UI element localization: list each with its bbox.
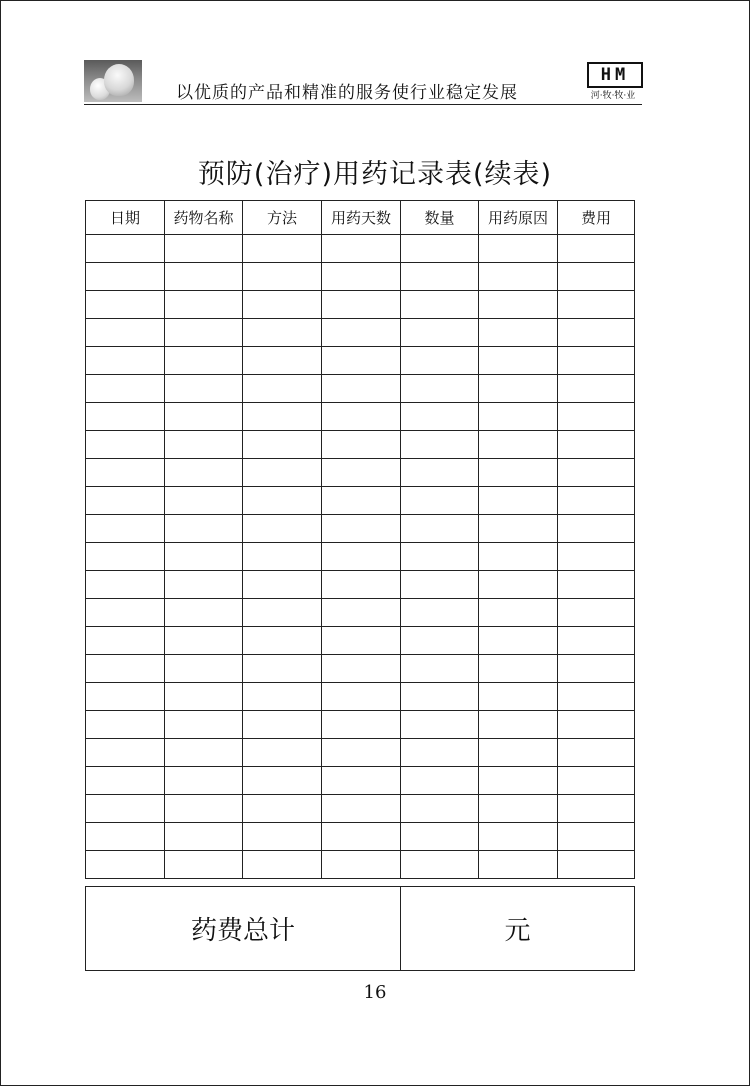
table-cell[interactable] (243, 627, 322, 655)
header-rule (84, 104, 642, 105)
table-cell[interactable] (243, 739, 322, 767)
table-cell[interactable] (86, 543, 165, 571)
table-cell[interactable] (558, 823, 635, 851)
table-cell[interactable] (558, 375, 635, 403)
table-cell[interactable] (558, 571, 635, 599)
table-cell[interactable] (479, 291, 558, 319)
table-cell[interactable] (558, 515, 635, 543)
table-cell[interactable] (322, 543, 401, 571)
table-cell[interactable] (165, 291, 243, 319)
table-cell[interactable] (243, 403, 322, 431)
table-cell[interactable] (401, 599, 479, 627)
table-cell[interactable] (322, 599, 401, 627)
table-cell[interactable] (243, 711, 322, 739)
table-cell[interactable] (243, 375, 322, 403)
table-cell[interactable] (401, 655, 479, 683)
table-row (86, 403, 635, 431)
company-logo (585, 62, 641, 100)
table-row (86, 291, 635, 319)
table-cell[interactable] (401, 767, 479, 795)
table-cell[interactable] (322, 515, 401, 543)
table-header-row (86, 201, 635, 235)
table-cell[interactable] (243, 291, 322, 319)
table-cell[interactable] (479, 235, 558, 263)
table-cell[interactable] (322, 767, 401, 795)
table-cell[interactable] (243, 459, 322, 487)
table-cell[interactable] (86, 515, 165, 543)
table-cell[interactable] (558, 655, 635, 683)
table-cell[interactable] (558, 347, 635, 375)
table-cell[interactable] (558, 459, 635, 487)
table-cell[interactable] (165, 795, 243, 823)
table-cell[interactable] (86, 795, 165, 823)
table-cell[interactable] (322, 459, 401, 487)
header-slogan: 以优质的产品和精准的服务使行业稳定发展 (176, 83, 518, 103)
table-row (86, 515, 635, 543)
table-cell[interactable] (322, 403, 401, 431)
chick-photo (84, 60, 142, 102)
table-cell[interactable] (165, 711, 243, 739)
table-cell[interactable] (401, 683, 479, 711)
table-cell[interactable] (86, 711, 165, 739)
table-cell[interactable] (86, 235, 165, 263)
col-header-days: 用药天数 (322, 201, 401, 235)
table-cell[interactable] (558, 431, 635, 459)
table-cell[interactable] (165, 263, 243, 291)
table-cell[interactable] (401, 235, 479, 263)
table-cell[interactable] (243, 431, 322, 459)
table-cell[interactable] (401, 571, 479, 599)
table-row (86, 795, 635, 823)
table-cell[interactable] (401, 851, 479, 879)
total-label: 药费总计 (86, 887, 401, 971)
table-cell[interactable] (479, 543, 558, 571)
table-cell[interactable] (479, 683, 558, 711)
table-cell[interactable] (558, 235, 635, 263)
table-cell[interactable] (243, 235, 322, 263)
table-cell[interactable] (243, 571, 322, 599)
table-cell[interactable] (401, 823, 479, 851)
table-cell[interactable] (86, 403, 165, 431)
table-cell[interactable] (558, 711, 635, 739)
table-body (86, 235, 635, 879)
table-cell[interactable] (322, 683, 401, 711)
table-cell[interactable] (479, 711, 558, 739)
table-cell[interactable] (243, 543, 322, 571)
table-cell[interactable] (322, 291, 401, 319)
col-header-date: 日期 (86, 201, 165, 235)
table-row (86, 431, 635, 459)
total-cost-table (85, 886, 635, 971)
table-cell[interactable] (243, 599, 322, 627)
table-cell[interactable] (322, 487, 401, 515)
table-cell[interactable] (401, 543, 479, 571)
table-cell[interactable] (401, 487, 479, 515)
table-cell[interactable] (479, 319, 558, 347)
table-cell[interactable] (322, 319, 401, 347)
table-cell[interactable] (479, 739, 558, 767)
table-row (86, 235, 635, 263)
col-header-reason: 用药原因 (479, 201, 558, 235)
table-row (86, 319, 635, 347)
table-row (86, 459, 635, 487)
table-cell[interactable] (243, 767, 322, 795)
table-row (86, 375, 635, 403)
table-cell[interactable] (243, 851, 322, 879)
table-cell[interactable] (479, 515, 558, 543)
table-cell[interactable] (558, 627, 635, 655)
logo-subtext: 河·牧·牧·业 (590, 91, 636, 101)
table-cell[interactable] (401, 403, 479, 431)
table-cell[interactable] (558, 599, 635, 627)
table-row (86, 767, 635, 795)
page-header (84, 60, 642, 106)
table-cell[interactable] (86, 627, 165, 655)
table-cell[interactable] (243, 655, 322, 683)
table-cell[interactable] (165, 235, 243, 263)
table-cell[interactable] (165, 515, 243, 543)
table-cell[interactable] (401, 263, 479, 291)
table-cell[interactable] (479, 487, 558, 515)
table-cell[interactable] (401, 739, 479, 767)
table-row (86, 739, 635, 767)
table-cell[interactable] (165, 431, 243, 459)
table-cell[interactable] (479, 459, 558, 487)
table-cell[interactable] (322, 823, 401, 851)
table-cell[interactable] (479, 795, 558, 823)
table-cell[interactable] (165, 319, 243, 347)
table-cell[interactable] (86, 767, 165, 795)
table-cell[interactable] (86, 571, 165, 599)
table-cell[interactable] (401, 515, 479, 543)
page-number: 16 (363, 982, 387, 1003)
table-cell[interactable] (558, 291, 635, 319)
table-cell[interactable] (401, 795, 479, 823)
table-cell[interactable] (165, 599, 243, 627)
table-row (86, 711, 635, 739)
table-cell[interactable] (165, 655, 243, 683)
table-cell[interactable] (243, 263, 322, 291)
table-cell[interactable] (401, 431, 479, 459)
table-cell[interactable] (86, 851, 165, 879)
table-cell[interactable] (479, 347, 558, 375)
logo-letters: HM (587, 62, 643, 88)
table-cell[interactable] (86, 739, 165, 767)
table-row (86, 487, 635, 515)
table-cell[interactable] (401, 627, 479, 655)
table-cell[interactable] (165, 347, 243, 375)
table-cell[interactable] (558, 543, 635, 571)
table-row (86, 599, 635, 627)
table-cell[interactable] (479, 823, 558, 851)
table-cell[interactable] (86, 319, 165, 347)
table-row (86, 571, 635, 599)
table-cell[interactable] (401, 459, 479, 487)
table-cell[interactable] (86, 487, 165, 515)
table-cell[interactable] (165, 543, 243, 571)
table-cell[interactable] (558, 319, 635, 347)
table-cell[interactable] (165, 375, 243, 403)
table-cell[interactable] (165, 571, 243, 599)
table-cell[interactable] (322, 431, 401, 459)
table-cell[interactable] (322, 375, 401, 403)
table-cell[interactable] (479, 627, 558, 655)
table-row (86, 851, 635, 879)
table-cell[interactable] (322, 711, 401, 739)
total-row (86, 887, 635, 971)
chick-shape (104, 64, 134, 96)
table-row (86, 263, 635, 291)
table-cell[interactable] (479, 263, 558, 291)
table-cell[interactable] (243, 347, 322, 375)
medication-record-table (85, 200, 635, 879)
table-cell[interactable] (479, 403, 558, 431)
table-cell[interactable] (558, 767, 635, 795)
table-row (86, 655, 635, 683)
table-cell[interactable] (558, 851, 635, 879)
table-cell[interactable] (322, 739, 401, 767)
table-cell[interactable] (558, 683, 635, 711)
table-cell[interactable] (401, 375, 479, 403)
table-cell[interactable] (479, 571, 558, 599)
table-cell[interactable] (165, 851, 243, 879)
table-cell[interactable] (558, 263, 635, 291)
table-cell[interactable] (243, 319, 322, 347)
table-cell[interactable] (165, 459, 243, 487)
table-cell[interactable] (243, 823, 322, 851)
col-header-method: 方法 (243, 201, 322, 235)
table-cell[interactable] (558, 795, 635, 823)
table-cell[interactable] (165, 627, 243, 655)
table-cell[interactable] (243, 487, 322, 515)
table-cell[interactable] (322, 851, 401, 879)
table-cell[interactable] (165, 823, 243, 851)
table-cell[interactable] (86, 655, 165, 683)
table-cell[interactable] (322, 655, 401, 683)
table-cell[interactable] (165, 767, 243, 795)
table-row (86, 683, 635, 711)
table-cell[interactable] (165, 683, 243, 711)
table-cell[interactable] (86, 823, 165, 851)
table-cell[interactable] (322, 263, 401, 291)
table-cell[interactable] (86, 347, 165, 375)
table-cell[interactable] (86, 459, 165, 487)
table-cell[interactable] (165, 487, 243, 515)
table-cell[interactable] (401, 319, 479, 347)
table-cell[interactable] (322, 795, 401, 823)
table-cell[interactable] (322, 571, 401, 599)
total-unit: 元 (401, 887, 635, 971)
table-row (86, 347, 635, 375)
table-cell[interactable] (558, 487, 635, 515)
table-cell[interactable] (479, 431, 558, 459)
table-cell[interactable] (558, 739, 635, 767)
table-cell[interactable] (165, 739, 243, 767)
table-row (86, 543, 635, 571)
table-cell[interactable] (86, 599, 165, 627)
table-cell[interactable] (86, 683, 165, 711)
document-title: 预防(治疗)用药记录表(续表) (197, 159, 553, 190)
table-cell[interactable] (479, 599, 558, 627)
table-cell[interactable] (322, 347, 401, 375)
table-cell[interactable] (401, 711, 479, 739)
table-cell[interactable] (479, 375, 558, 403)
table-cell[interactable] (322, 235, 401, 263)
table-cell[interactable] (401, 291, 479, 319)
table-cell[interactable] (165, 403, 243, 431)
table-cell[interactable] (479, 655, 558, 683)
table-cell[interactable] (243, 515, 322, 543)
table-cell[interactable] (243, 683, 322, 711)
table-cell[interactable] (479, 767, 558, 795)
table-cell[interactable] (86, 263, 165, 291)
table-cell[interactable] (243, 795, 322, 823)
table-cell[interactable] (322, 627, 401, 655)
col-header-quantity: 数量 (401, 201, 479, 235)
table-row (86, 627, 635, 655)
table-row (86, 823, 635, 851)
col-header-cost: 费用 (558, 201, 635, 235)
table-cell[interactable] (558, 403, 635, 431)
table-cell[interactable] (86, 431, 165, 459)
table-cell[interactable] (86, 291, 165, 319)
col-header-drug-name: 药物名称 (165, 201, 243, 235)
table-cell[interactable] (86, 375, 165, 403)
table-cell[interactable] (479, 851, 558, 879)
table-cell[interactable] (401, 347, 479, 375)
